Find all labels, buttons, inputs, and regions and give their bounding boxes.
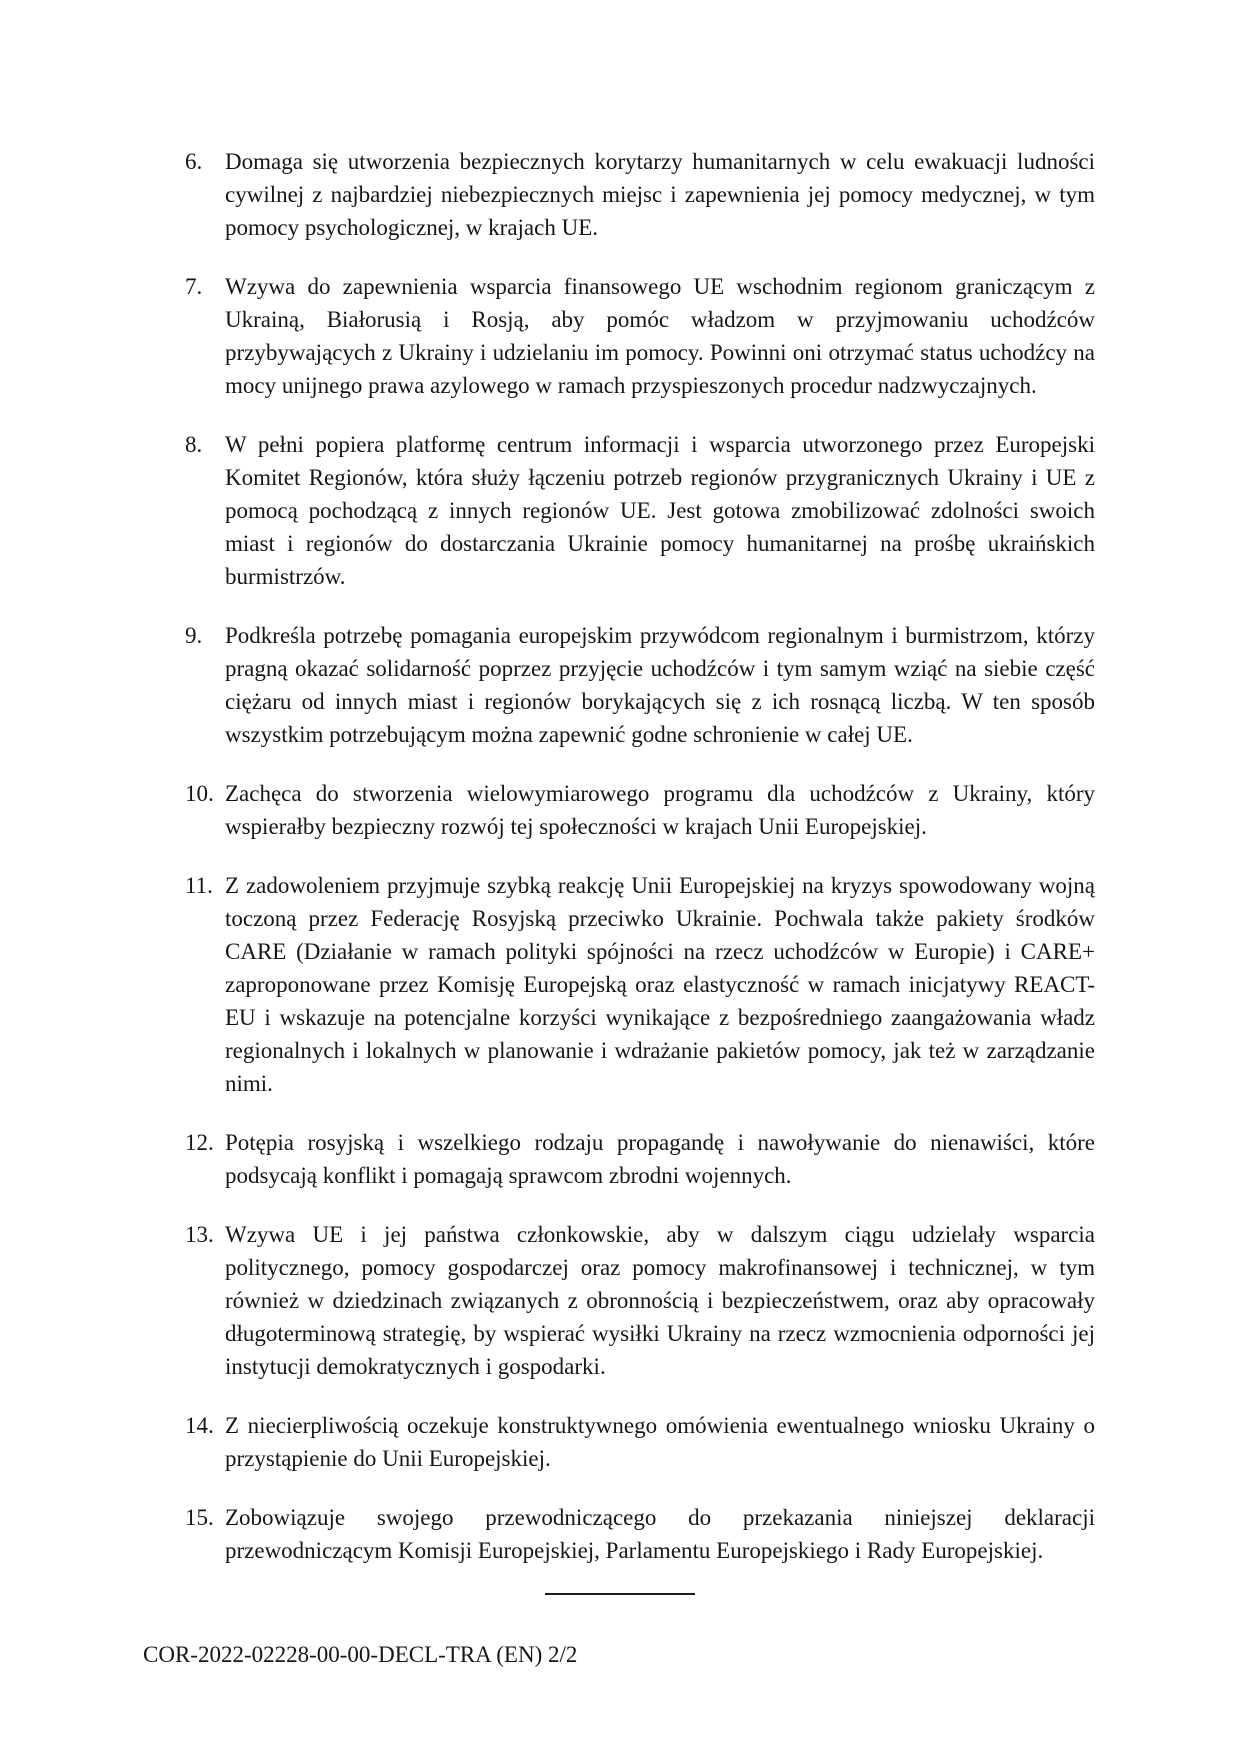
paragraph-text: Z zadowoleniem przyjmuje szybką reakcję Unii Europejskiej na kryzys spowodowany wojną toczoną przez Federację Rosyjską przeciwko Ukrainie. Pochwala także pakiety środków CARE (Działanie w ramach polityki spójności na rzecz uchodźców w Europie) i CARE+ zaproponowane przez Komisję Europejską oraz elastyczność w ramach inicjatywy REACT-EU i wskazuje na potencjalne korzyści wynikające z bezpośredniego zaangażowania władz regionalnych i lokalnych w planowanie i wdrażanie pakietów pomocy, jak też w zarządzanie nimi.	[225, 873, 1095, 1096]
paragraph-text: Wzywa do zapewnienia wsparcia finansowego UE wschodnim regionom graniczącym z Ukrainą, Białorusią i Rosją, aby pomóc władzom w przyjmowaniu uchodźców przybywających z Ukrainy i udzielaniu im pomocy. Powinni oni otrzymać status uchodźcy na mocy unijnego prawa azylowego w ramach przyspieszonych procedur nadzwyczajnych.	[225, 274, 1095, 398]
paragraph-number: 12.	[185, 1130, 214, 1155]
declaration-paragraph	[185, 1126, 1095, 1192]
paragraph-number: 14.	[185, 1413, 214, 1438]
paragraph-number: 11.	[185, 873, 213, 898]
end-of-text-separator	[545, 1593, 695, 1595]
paragraph-number: 13.	[185, 1222, 214, 1247]
paragraph-text: Podkreśla potrzebę pomagania europejskim przywódcom regionalnym i burmistrzom, którzy pragną okazać solidarność poprzez przyjęcie uchodźców i tym samym wziąć na siebie część ciężaru od innych miast i regionów borykających się z ich rosnącą liczbą. W ten sposób wszystkim potrzebującym można zapewnić godne schronienie w całej UE.	[225, 623, 1095, 747]
declaration-paragraph	[185, 1218, 1095, 1383]
declaration-paragraph	[185, 145, 1095, 244]
declaration-paragraph-list	[185, 145, 1095, 1567]
declaration-paragraph	[185, 777, 1095, 843]
paragraph-number: 7.	[185, 274, 203, 299]
paragraph-number: 6.	[185, 149, 203, 174]
declaration-paragraph	[185, 619, 1095, 751]
declaration-paragraph	[185, 869, 1095, 1100]
paragraph-number: 9.	[185, 623, 203, 648]
declaration-paragraph	[185, 270, 1095, 402]
paragraph-number: 15.	[185, 1505, 214, 1530]
paragraph-text: Zobowiązuje swojego przewodniczącego do przekazania niniejszej deklaracji przewodniczącym Komisji Europejskiej, Parlamentu Europejskiego i Rady Europejskiej.	[225, 1505, 1095, 1563]
paragraph-number: 8.	[185, 432, 203, 457]
document-reference-footer: COR-2022-02228-00-00-DECL-TRA (EN) 2/2	[143, 1642, 578, 1667]
declaration-paragraph	[185, 428, 1095, 593]
paragraph-text: Z niecierpliwością oczekuje konstruktywnego omówienia ewentualnego wniosku Ukrainy o przystąpienie do Unii Europejskiej.	[225, 1413, 1095, 1471]
declaration-paragraph	[185, 1409, 1095, 1475]
paragraph-text: Zachęca do stworzenia wielowymiarowego programu dla uchodźców z Ukrainy, który wspierałby bezpieczny rozwój tej społeczności w krajach Unii Europejskiej.	[225, 781, 1095, 839]
declaration-paragraph	[185, 1501, 1095, 1567]
paragraph-text: Domaga się utworzenia bezpiecznych korytarzy humanitarnych w celu ewakuacji ludności cywilnej z najbardziej niebezpiecznych miejsc i zapewnienia jej pomocy medycznej, w tym pomocy psychologicznej, w krajach UE.	[225, 149, 1095, 240]
paragraph-number: 10.	[185, 781, 214, 806]
paragraph-text: Potępia rosyjską i wszelkiego rodzaju propagandę i nawoływanie do nienawiści, które podsycają konflikt i pomagają sprawcom zbrodni wojennych.	[225, 1130, 1095, 1188]
paragraph-text: Wzywa UE i jej państwa członkowskie, aby w dalszym ciągu udzielały wsparcia politycznego, pomocy gospodarczej oraz pomocy makrofinansowej i technicznej, w tym również w dziedzinach związanych z obronnością i bezpieczeństwem, oraz aby opracowały długoterminową strategię, by wspierać wysiłki Ukrainy na rzecz wzmocnienia odporności jej instytucji demokratycznych i gospodarki.	[225, 1222, 1095, 1379]
paragraph-text: W pełni popiera platformę centrum informacji i wsparcia utworzonego przez Europejski Komitet Regionów, która służy łączeniu potrzeb regionów przygranicznych Ukrainy i UE z pomocą pochodzącą z innych regionów UE. Jest gotowa zmobilizować zdolności swoich miast i regionów do dostarczania Ukrainie pomocy humanitarnej na prośbę ukraińskich burmistrzów.	[225, 432, 1095, 589]
